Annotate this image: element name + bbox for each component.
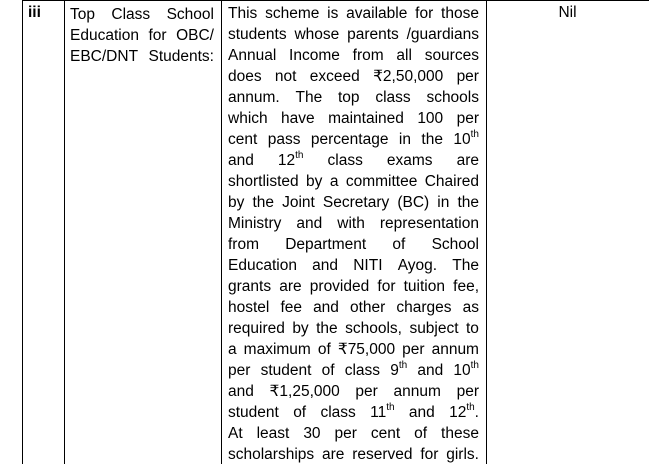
- word: Income: [289, 47, 340, 64]
- word: in: [398, 131, 411, 148]
- word: of: [293, 404, 307, 421]
- word: School: [431, 236, 479, 253]
- word: class: [375, 89, 411, 106]
- word: (BC): [397, 194, 430, 211]
- word: Education: [70, 27, 139, 44]
- word: EBC/DNT: [70, 48, 139, 65]
- word: of: [392, 236, 406, 253]
- word: of: [321, 362, 335, 379]
- word: per: [456, 383, 479, 400]
- word: 10th: [453, 129, 479, 148]
- word: are: [321, 446, 345, 463]
- word: representation: [379, 215, 479, 232]
- word: for: [415, 5, 434, 22]
- word: class: [344, 362, 381, 379]
- word: charges: [396, 299, 452, 316]
- word: per: [334, 425, 357, 442]
- word: 100: [417, 110, 444, 127]
- word: and: [228, 152, 254, 169]
- text-line: [228, 297, 479, 318]
- word: Department: [285, 236, 367, 253]
- word: This: [228, 5, 258, 22]
- word: 12th.: [449, 402, 479, 421]
- word: The: [295, 89, 323, 106]
- word: ₹1,25,000: [269, 383, 340, 400]
- scheme-description: [228, 3, 479, 465]
- word: per: [456, 68, 479, 85]
- text-line: [228, 3, 479, 24]
- text-line: [228, 234, 479, 255]
- word: Education: [228, 257, 297, 274]
- word: Top: [70, 6, 95, 23]
- word: exceed: [309, 68, 360, 85]
- word: annum.: [228, 89, 280, 106]
- word: scheme: [265, 5, 320, 22]
- word: Ministry: [228, 215, 282, 232]
- text-line: [228, 192, 479, 213]
- word: annum: [393, 383, 441, 400]
- word: for: [148, 27, 167, 44]
- word: 11th: [370, 402, 395, 421]
- text-line: [228, 276, 479, 297]
- word: whose: [294, 26, 340, 43]
- word: available: [346, 5, 408, 22]
- word: Annual: [228, 47, 277, 64]
- word: sources: [424, 47, 479, 64]
- word: by: [306, 173, 323, 190]
- word: does: [228, 68, 262, 85]
- word: schools: [426, 89, 479, 106]
- word: student: [228, 404, 279, 421]
- word: cent: [370, 425, 401, 442]
- word: these: [441, 425, 479, 442]
- word: hostel: [228, 299, 270, 316]
- word: from: [228, 236, 259, 253]
- word: subject: [409, 320, 459, 337]
- word: per: [355, 383, 378, 400]
- word: cent: [228, 131, 258, 148]
- word: Students:: [148, 48, 214, 65]
- text-line: [228, 444, 479, 465]
- word: ₹75,000: [337, 341, 396, 358]
- text-line: [228, 318, 479, 339]
- text-line: [228, 423, 479, 444]
- word: top: [337, 89, 360, 106]
- word: per: [402, 341, 425, 358]
- word: and: [228, 383, 254, 400]
- word: class: [327, 152, 363, 169]
- word: all: [396, 47, 412, 64]
- word: and: [313, 299, 339, 316]
- word: those: [441, 5, 479, 22]
- word: with: [337, 215, 365, 232]
- word: maximum: [243, 341, 311, 358]
- table-border-col2: [221, 0, 222, 464]
- word: the: [457, 194, 479, 211]
- word: the: [252, 194, 275, 211]
- word: per: [228, 362, 251, 379]
- word: are: [279, 278, 302, 295]
- word: schools,: [345, 320, 402, 337]
- word: OBC/: [176, 27, 214, 44]
- word: the: [316, 320, 338, 337]
- word: least: [256, 425, 290, 442]
- word: by: [228, 194, 245, 211]
- word: a: [228, 341, 237, 358]
- text-line: [228, 213, 479, 234]
- text-line: [228, 24, 479, 45]
- word: girls.: [446, 446, 479, 463]
- word: the: [421, 131, 443, 148]
- word: to: [466, 320, 479, 337]
- text-line: [70, 46, 214, 67]
- word: maintained: [328, 110, 404, 127]
- word: scholarships: [228, 446, 315, 463]
- word: At: [228, 425, 243, 442]
- word: 10th: [453, 360, 479, 379]
- word: as: [462, 299, 479, 316]
- word: ₹2,50,000: [373, 68, 444, 85]
- word: in: [437, 194, 450, 211]
- word: by: [292, 320, 309, 337]
- text-line: [228, 150, 479, 171]
- word: annum: [431, 341, 479, 358]
- word: Ayog.: [397, 257, 438, 274]
- word: 9th: [390, 360, 408, 379]
- word: have: [281, 110, 315, 127]
- text-line: [228, 108, 479, 129]
- word: class: [320, 404, 356, 421]
- word: 12th: [277, 150, 304, 169]
- table-border-left: [22, 0, 23, 464]
- word: fee,: [453, 278, 479, 295]
- word: Chaired: [424, 173, 479, 190]
- text-line: [228, 171, 479, 192]
- word: is: [327, 5, 339, 22]
- word: a: [329, 173, 339, 190]
- word: committee: [345, 173, 418, 190]
- word: are: [456, 152, 479, 169]
- word: percentage: [310, 131, 389, 148]
- word: and: [417, 362, 444, 379]
- table-border-col3: [486, 0, 487, 464]
- scheme-amount: Nil: [558, 4, 577, 21]
- text-line: [228, 255, 479, 276]
- text-line: [70, 4, 214, 25]
- word: parents: [347, 26, 399, 43]
- word: reserved: [352, 446, 413, 463]
- word: required: [228, 320, 285, 337]
- text-line: [228, 360, 479, 381]
- word: provided: [309, 278, 370, 295]
- word: Class: [111, 6, 151, 23]
- word: The: [452, 257, 479, 274]
- word: which: [228, 110, 268, 127]
- text-line: [228, 129, 479, 150]
- word: and: [408, 404, 435, 421]
- word: grants: [228, 278, 272, 295]
- text-line: [228, 66, 479, 87]
- word: NITI: [353, 257, 383, 274]
- text-line: [70, 25, 214, 46]
- word: exams: [386, 152, 433, 169]
- word: 30: [303, 425, 321, 442]
- word: and: [312, 257, 339, 274]
- word: shortlisted: [228, 173, 299, 190]
- text-line: [228, 45, 479, 66]
- text-line: [228, 339, 479, 360]
- word: per: [456, 110, 479, 127]
- word: for: [420, 446, 439, 463]
- word: of: [317, 341, 331, 358]
- row-number: iii: [28, 4, 41, 21]
- word: students: [228, 26, 287, 43]
- word: fee: [280, 299, 302, 316]
- word: tuition: [403, 278, 445, 295]
- word: pass: [267, 131, 301, 148]
- word: not: [274, 68, 297, 85]
- word: from: [352, 47, 384, 64]
- text-line: [228, 381, 479, 402]
- word: of: [414, 425, 428, 442]
- text-line: [228, 402, 479, 423]
- table-border-col1: [64, 0, 65, 464]
- word: Secretary: [322, 194, 390, 211]
- scheme-title: [70, 4, 214, 67]
- word: and: [296, 215, 323, 232]
- word: Joint: [282, 194, 315, 211]
- table-border-top: [22, 0, 649, 1]
- word: other: [350, 299, 386, 316]
- word: /guardians: [406, 26, 479, 43]
- word: for: [377, 278, 396, 295]
- text-line: [228, 87, 479, 108]
- word: student: [260, 362, 312, 379]
- word: School: [166, 6, 214, 23]
